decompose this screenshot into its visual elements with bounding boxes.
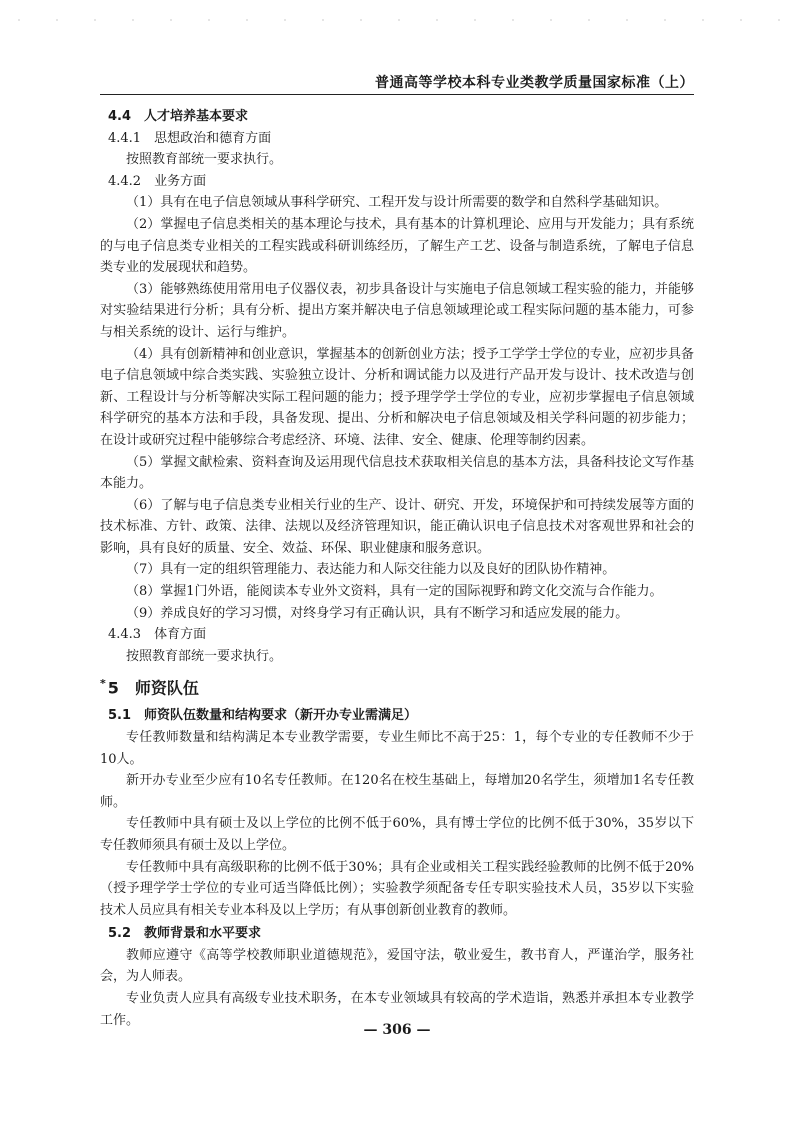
paragraph: 专任教师中具有高级职称的比例不低于30%；具有企业或相关工程实践经验教师的比例不低于20%（授予理学学士学位的专业可适当降低比例）；实验教学须配备专任专职实验技术人员，35岁以下实验技术人员应具有相关专业本科及以上学历；有从事创新创业教育的教师。 (100, 859, 694, 918)
list-item-5: （5）掌握文献检索、资料查询及运用现代信息技术获取相关信息的基本方法，具备科技论文写作基本能力。 (100, 454, 694, 492)
heading-4-4: 4.4 人才培养基本要求 (108, 109, 249, 124)
heading-5-1: 5.1 师资队伍数量和结构要求（新开办专业需满足） (108, 708, 418, 724)
header-rule (100, 94, 694, 95)
heading-5-label: 5 师资队伍 (107, 678, 199, 698)
running-header: 普通高等学校本科专业类教学质量国家标准（上） (375, 75, 694, 91)
paragraph: 专业负责人应具有高级专业技术职务，在本专业领域具有较高的学术造诣，熟悉并承担本专业教学工作。 (100, 991, 694, 1028)
heading-4-4-3: 4.4.3 体育方面 (108, 627, 207, 643)
paragraph: 按照教育部统一要求执行。 (126, 648, 283, 664)
asterisk-mark: * (100, 677, 106, 691)
paragraph: 按照教育部统一要求执行。 (126, 152, 283, 168)
list-item-4: （4）具有创新精神和创业意识，掌握基本的创新创业方法；授予工学学士学位的专业，应初步具备电子信息领域中综合类实践、实验独立设计、分析和调试能力以及进行产品开发与设计、技术改造与创新、工程设计与分析等解决实际工程问题的能力；授予理学学士学位的专业，应初步掌握电子信息领域科学研究的基本方法和手段，具备发现、提出、分析和解决电子信息领域及相关学科问题的初步能力；在设计或研究过程中能够综合考虑经济、环境、法律、安全、健康、伦理等制约因素。 (100, 346, 694, 448)
paragraph: 专任教师数量和结构满足本专业教学需要，专业生师比不高于25：1，每个专业的专任教师不少于10人。 (100, 729, 694, 767)
list-item-9: （9）养成良好的学习习惯，对终身学习有正确认识，具有不断学习和适应发展的能力。 (126, 605, 629, 621)
heading-5 (100, 673, 694, 699)
paragraph: 教师应遵守《高等学校教师职业道德规范》，爱国守法，敬业爱生，教书育人，严谨治学，服务社会，为人师表。 (100, 947, 694, 985)
list-item-7: （7）具有一定的组织管理能力、表达能力和人际交往能力以及良好的团队协作精神。 (126, 562, 616, 578)
heading-4-4-1: 4.4.1 思想政治和德育方面 (108, 130, 272, 146)
list-item-3: （3）能够熟练使用常用电子仪器仪表，初步具备设计与实施电子信息领域工程实验的能力，并能够对实验结果进行分析；具有分析、提出方案并解决电子信息领域理论或工程实际问题的基本能力，可参与相关系统的设计、运行与维护。 (100, 281, 694, 340)
paragraph: 专任教师中具有硕士及以上学位的比例不低于60%，具有博士学位的比例不低于30%，35岁以下专任教师须具有硕士及以上学位。 (100, 816, 694, 853)
heading-5-2: 5.2 教师背景和水平要求 (108, 926, 262, 942)
page-number: — 306 — (363, 1022, 431, 1038)
list-item-2: （2）掌握电子信息类相关的基本理论与技术，具有基本的计算机理论、应用与开发能力；具有系统的与电子信息类专业相关的工程实践或科研训练经历，了解生产工艺、设备与制造系统，了解电子信息类专业的发展现状和趋势。 (100, 216, 694, 276)
page-body (100, 104, 694, 1031)
heading-4-4-2: 4.4.2 业务方面 (108, 173, 207, 189)
list-item-8: （8）掌握1门外语，能阅读本专业外文资料，具有一定的国际视野和跨文化交流与合作能力。 (126, 584, 663, 600)
list-item-1: （1）具有在电子信息领域从事科学研究、工程开发与设计所需要的数学和自然科学基础知识。 (126, 195, 668, 211)
list-item-6: （6）了解与电子信息类专业相关行业的生产、设计、研究、开发，环境保护和可持续发展等方面的技术标准、方针、政策、法律、法规以及经济管理知识，能正确认识电子信息技术对客观世界和社会的影响，具有良好的质量、安全、效益、环保、职业健康和服务意识。 (100, 497, 694, 556)
paragraph: 新开办专业至少应有10名专任教师。在120名在校生基础上，每增加20名学生，须增加1名专任教师。 (100, 773, 694, 810)
scan-artifact (0, 18, 794, 22)
